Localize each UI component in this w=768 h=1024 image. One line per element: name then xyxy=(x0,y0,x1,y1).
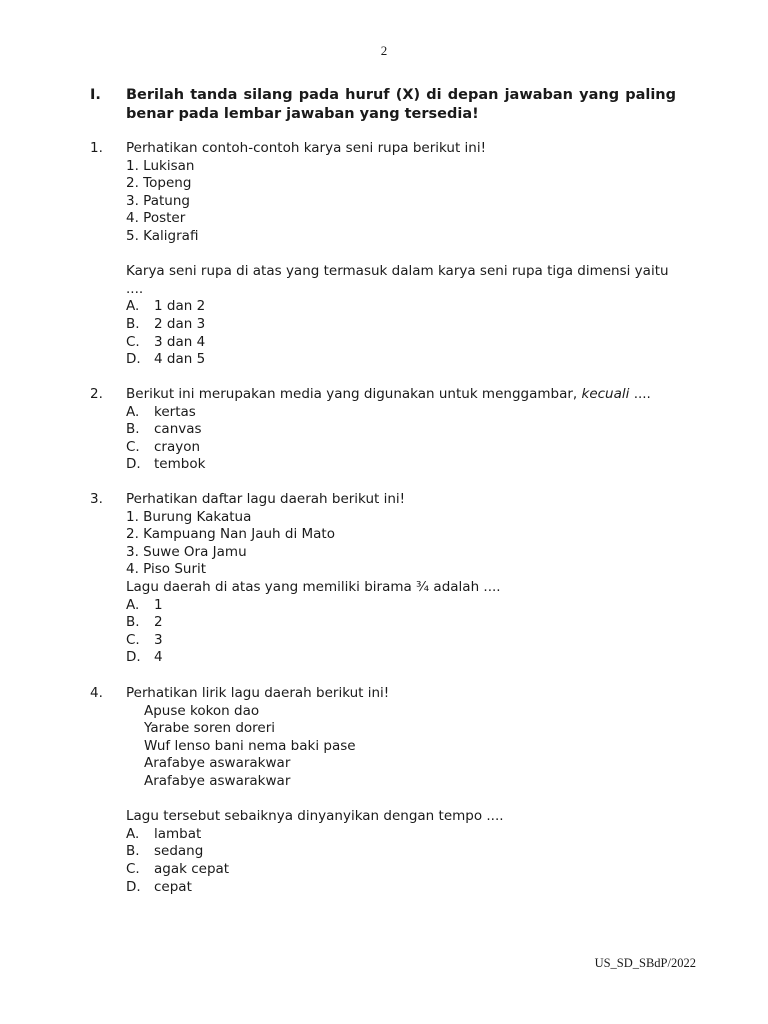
list-item: 3. Suwe Ora Jamu xyxy=(126,543,247,560)
question-text: Lagu daerah di atas yang memiliki birama ¾ adalah .... xyxy=(126,578,501,595)
lyric-line: Yarabe soren doreri xyxy=(144,720,276,737)
list-item: 5. Kaligrafi xyxy=(126,227,199,244)
list-item: 2. Topeng xyxy=(126,175,192,192)
option-text: 1 xyxy=(154,596,163,613)
option-text: 2 xyxy=(154,614,163,631)
answer-option-d xyxy=(126,351,690,369)
answer-option-b xyxy=(126,614,690,632)
lyric-line: Wuf lenso bani nema baki pase xyxy=(144,737,356,754)
section-instruction xyxy=(90,86,676,124)
option-letter: B. xyxy=(126,315,140,332)
question-text: Karya seni rupa di atas yang termasuk dalam karya seni rupa tiga dimensi yaitu .... xyxy=(126,263,669,297)
lyric-line: Arafabye aswarakwar xyxy=(144,755,291,772)
option-text: sedang xyxy=(154,843,204,860)
option-letter: D. xyxy=(126,351,141,368)
answer-option-a xyxy=(126,404,690,422)
option-text: 4 xyxy=(154,649,163,666)
answer-option-d xyxy=(126,649,690,667)
document-footer-code: US_SD_SBdP/2022 xyxy=(594,956,696,970)
option-text: canvas xyxy=(154,421,202,438)
option-text: 3 dan 4 xyxy=(154,333,206,350)
option-text: 3 xyxy=(154,631,163,648)
page-number: 2 xyxy=(380,43,388,58)
question-1 xyxy=(90,140,690,369)
list-item: 4. Poster xyxy=(126,210,186,227)
answer-option-a xyxy=(126,298,690,316)
option-letter: A. xyxy=(126,596,140,613)
option-text: 1 dan 2 xyxy=(154,298,206,315)
option-letter: B. xyxy=(126,843,140,860)
question-2 xyxy=(90,386,690,474)
answer-option-c xyxy=(126,861,690,879)
option-letter: D. xyxy=(126,878,141,895)
answer-option-a xyxy=(126,597,690,615)
option-letter: B. xyxy=(126,421,140,438)
answer-option-b xyxy=(126,421,690,439)
prompt-ellipsis: .... xyxy=(633,386,651,402)
question-4 xyxy=(90,685,690,896)
option-letter: C. xyxy=(126,860,140,877)
list-item: 2. Kampuang Nan Jauh di Mato xyxy=(126,526,335,543)
list-item: 4. Piso Surit xyxy=(126,561,207,578)
option-text: kertas xyxy=(154,403,196,420)
question-prompt xyxy=(126,386,690,404)
option-letter: D. xyxy=(126,649,141,666)
option-letter: D. xyxy=(126,456,141,473)
question-prompt: Perhatikan lirik lagu daerah berikut ini! xyxy=(126,685,390,701)
section-roman-numeral: I. xyxy=(90,87,101,103)
option-text: cepat xyxy=(154,878,192,895)
option-letter: C. xyxy=(126,631,140,648)
prompt-italic-word: kecuali xyxy=(581,386,630,402)
answer-option-d xyxy=(126,879,690,897)
list-item: 1. Burung Kakatua xyxy=(126,508,252,525)
answer-option-c xyxy=(126,334,690,352)
prompt-text: Berikut ini merupakan media yang digunakan untuk menggambar, xyxy=(126,386,578,402)
question-text: Lagu tersebut sebaiknya dinyanyikan dengan tempo .... xyxy=(126,808,504,825)
option-letter: B. xyxy=(126,614,140,631)
option-letter: A. xyxy=(126,825,140,842)
question-number: 2. xyxy=(90,386,103,402)
list-item: 1. Lukisan xyxy=(126,157,195,174)
lyric-line: Apuse kokon dao xyxy=(144,702,260,719)
option-letter: C. xyxy=(126,333,140,350)
option-text: 4 dan 5 xyxy=(154,351,206,368)
option-text: agak cepat xyxy=(154,860,230,877)
question-prompt: Perhatikan daftar lagu daerah berikut ini! xyxy=(126,491,406,507)
option-letter: C. xyxy=(126,438,140,455)
lyric-line: Arafabye aswarakwar xyxy=(144,772,291,789)
option-text: 2 dan 3 xyxy=(154,315,206,332)
question-number: 3. xyxy=(90,491,103,507)
answer-option-b xyxy=(126,316,690,334)
question-3 xyxy=(90,491,690,667)
answer-option-c xyxy=(126,439,690,457)
option-text: lambat xyxy=(154,825,202,842)
option-text: crayon xyxy=(154,438,201,455)
answer-option-a xyxy=(126,826,690,844)
answer-option-b xyxy=(126,843,690,861)
option-letter: A. xyxy=(126,403,140,420)
answer-option-d xyxy=(126,456,690,474)
answer-option-c xyxy=(126,632,690,650)
list-item: 3. Patung xyxy=(126,192,190,209)
question-number: 4. xyxy=(90,685,103,701)
option-letter: A. xyxy=(126,298,140,315)
option-text: tembok xyxy=(154,456,206,473)
section-instruction-text: Berilah tanda silang pada huruf (X) di depan jawaban yang paling benar pada lembar jawaban yang tersedia! xyxy=(126,87,676,122)
question-number: 1. xyxy=(90,140,103,156)
question-prompt: Perhatikan contoh-contoh karya seni rupa berikut ini! xyxy=(126,140,487,156)
